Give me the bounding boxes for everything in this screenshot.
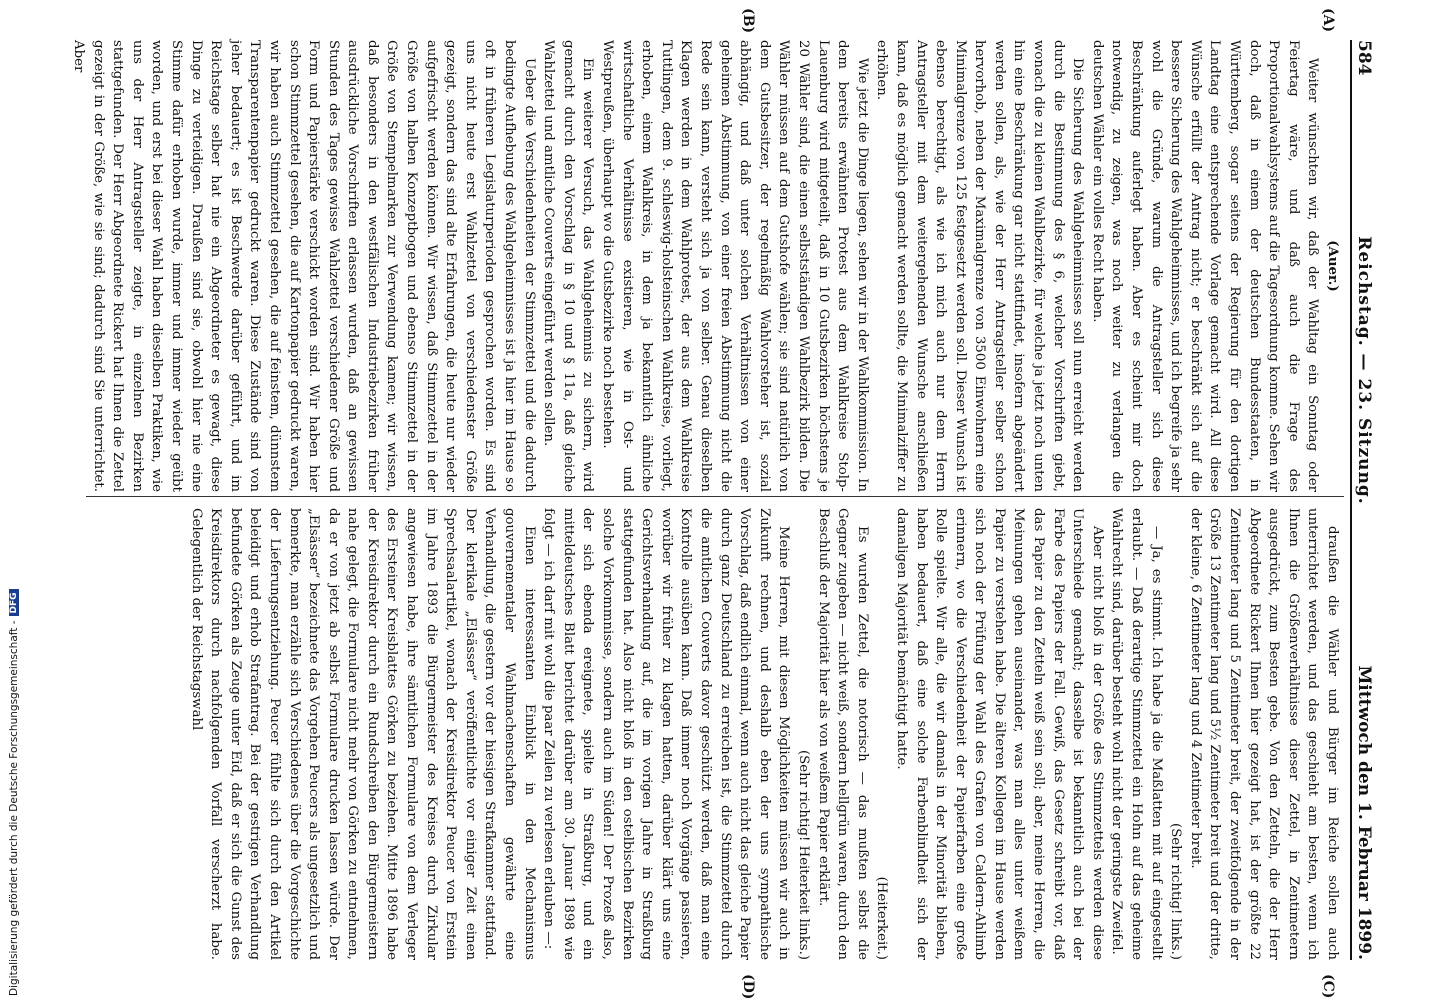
paragraph: Weiter wünschten wir, daß der Wahltag ein Sonntag oder Feiertag wäre, und daß auch die Frage des Proportionalwahlsystems auf die Tagesordnung komme. Sehen wir doch, daß in einem der deutschen Bundesstaaten, in Württemberg, sogar seitens der Regierung für den dortigen Landtag eine entsprechende Vorlage gemacht wird. All diese Wünsche erfüllt der Antrag nicht; er beschränkt sich auf die bessere Sicherung des Wahlgeheimnisses, und ich begreife ja sehr wohl die Gründe, warum die Antragsteller sich diese Beschränkung auferlegt haben. Aber es scheint mir doch notwendig, zu zeigen, was noch weiter zu verlangen die deutschen Wähler ein volles Recht haben.: [1089, 40, 1321, 492]
dfg-logo: DFG: [9, 589, 19, 616]
paragraph: Ueber die Verschiedenheiten der Stimmzettel und die dadurch bedingte Aufhebung des Wahlgeheimnisses ist ja hier im Hause so oft in früheren Legislaturperioden gesprochen worden. Es sind uns nicht heute erst Wahlzettel von verschiedenster Größe gezeigt, sondern das sind alte Erfahrungen, die heute nur wieder aufgefrischt werden können. Wir wissen, daß Stimmzettel in der Größe von halben Konzeptbogen und ebenso Stimmzettel in der Größe von Stempelmarken zur Verwendung kamen; wir wissen, daß besonders in den westfälischen Industriebezirken früher ausdrückliche Vorschriften erlassen wurden, daß an gewissen Stunden des Tages gewisse Wahlzettel verschiedener Größe und Form und Papierstärke verschickt worden sind. Wir haben hier schon Stimmzettel gesehen, die auf Kartonpapier gedruckt waren, wir haben auch Stimmzettel gesehen, die auf feinstem, dünnstem Transparentenpapier gedruckt waren. Diese Zustände sind von jeher bedauert; es ist Beschwerde darüber geführt, und im Reichstage selber hat nie ein Abgeordneter es gewagt, diese Dinge zu verteidigen. Draußen sind sie, obwohl hier nie eine Stimme dafür erhoben wurde, immer und immer wieder geübt worden, und erst bei dieser Wahl haben dieselben Praktiken, wie uns der Herr Antragsteller zeigte, in einzelnen Bezirken stattgefunden. Der Herr Abgeordnete Rickert hat Ihnen die Zettel gezeigt in der Größe, wie sie sind; dadurch sind Sie unterrichtet. Aber: [71, 40, 537, 492]
paragraph: Es wurden Zettel, die notorisch — das mußten selbst die Gegner zugeben — nicht weiß, sondern hellgrün waren, durch den Beschluß der Majorität hier als von weißem Papier erklärt.: [815, 508, 870, 960]
header-date: Mittwoch den 1. Februar 1899.: [1354, 665, 1374, 960]
interjection: (Sehr richtig! links.): [1168, 823, 1184, 960]
running-header: [1350, 40, 1382, 960]
paragraph: Meine Herren, mit diesen Möglichkeiten müssen wir auch in Zukunft rechnen, und deshalb eben der uns sympathische Vorschlag, daß endlich einmal, wenn auch nicht das gleiche Papier durch ganz Deutschland zu erreichen ist, die Stimmzettel durch die amtlichen Couverts davor geschützt werden, daß man eine Kontrolle ausüben kann. Daß immer noch Vorgänge passieren, worüber wir früher zu klagen hatten, darüber klärt uns eine Gerichtsverhandlung auf, die im vorigen Jahre in Straßburg stattgefunden hat. Also nicht bloß in den ostelbischen Bezirken solche Vorkommnisse, sondern auch im Süden! Der Prozeß also, der sich ebenda ereignete, spielte in Straßburg, und ein mitteldeutsches Blatt berichtet darüber am 30. Januar 1898 wie folgt — ich darf mit wohl die paar Zeilen zu verlesen erlauben —:: [541, 508, 792, 960]
paragraph: — Ja, es stimmt. Ich habe ja die Maßlatten mit auf eingestellt erlaubt. — Daß derartige Stimmzettel ein Hohn auf das geheime Wahlrecht sind, darüber besteht wohl nicht der geringste Zweifel.: [1109, 508, 1164, 960]
column-divider: [86, 496, 1344, 497]
left-column: [71, 40, 1342, 492]
margin-marker-c: (C): [1320, 974, 1336, 999]
speaker-name: (Auer.): [1325, 240, 1340, 292]
margin-marker-b: (B): [740, 8, 756, 34]
interjection: (Sehr richtig! Heiterkeit links.): [795, 749, 811, 960]
header-title: Reichstag. — 23. Sitzung.: [1354, 236, 1374, 505]
digitization-credit: [8, 6, 20, 996]
interjection: (Heiterkeit.): [874, 876, 890, 960]
credit-text: Digitalisierung gefördert durch die Deutsche Forschungsgemeinschaft -: [8, 620, 20, 996]
paragraph: Wie jetzt die Dinge liegen, sehen wir in der Wahlkommission. In dem bereits erwähnten Protest aus dem Wahlkreise Stolp-Lauenburg wird mitgeteilt, daß in 10 Gutsbezirken höchstens je 20 Wähler sind, die einen selbstständigen Wahlbezirk bilden. Die Wähler müssen auf dem Gutshofe wählen; sie sind natürlich von dem Gutsbesitzer, der regelmäßig Wahlvorsteher ist, sozial abhängig, und daß unter solchen Verhältnissen von einer geheimen Abstimmung, von einer freien Abstimmung nicht die Rede sein kann, versteht sich ja von selber. Genau dieselben Klagen werden in dem Wahlprotest, der aus dem Wahlkreise Tuttlingen, dem 9. schleswig-holsteinschen Wahlkreise, vorliegt, erhoben, einem Wahlkreis, in dem ja bekanntlich ähnliche wirtschaftliche Verhältnisse existieren, wie in Ost- und Westpreußen, überhaupt wo die Gutsbezirke noch bestehen.: [600, 40, 870, 492]
paragraph: draußen die Wähler und Bürger im Reiche sollen auch unterrichtet werden, und das geschieht am besten, wenn ich Ihnen die Größenverhältnisse dieser Zettel, in Zentimetern ausgedrückt, zum Besten gebe. Von den Zetteln, die der Herr Abgeordnete Rickert Ihnen hier gezeigt hat, ist der größte 22 Zentimeter lang und 5 Zentimeter breit, der zweitfolgende in der Größe 13 Zentimeter lang und 5½ Zentimeter breit und der dritte, der kleine, 6 Zentimeter lang und 4 Zentimeter breit.: [1187, 508, 1340, 960]
paragraph: Die Sicherung des Wahlgeheimnisses soll nun erreicht werden durch die Bestimmung des § 6, welcher Vorschriften giebt, wonach die zu kleinen Wahlbezirke, für welche ja jetzt noch unten hin eine Beschränkung gar nicht stattfindet, insofern abgeändert werden sollen, als, wie der Herr Antragsteller selber schon hervorhob, neben der Maximalgrenze von 3500 Einwohnern eine Minimalgrenze von 125 festgesetzt werden soll. Dieser Wunsch ist ebenso berechtigt, als wie ich mich auch nur dem Herrn Antragsteller mit dem weitergehenden Wunsche anschließen kann, daß es möglich gemacht werden sollte, die Minimalziffer zu erhöhen.: [874, 40, 1086, 492]
margin-marker-a: (A): [1320, 8, 1336, 33]
margin-marker-d: (D): [740, 974, 756, 1000]
right-column: [86, 508, 1342, 960]
paragraph: Ein weiterer Versuch, das Wahlgeheimnis zu sichern, wird gemacht durch den Vorschlag in § 10 und § 11a, daß gleiche Wahlzettel und amtliche Couverts eingeführt werden sollen.: [541, 40, 596, 492]
paragraph: Einen interessanten Einblick in den Mechanismus gouvernementaler Wahlmachenschaften gewährte eine Verhandlung, die gestern vor der hiesigen Strafkammer stattfand. Der klerikale „Elsässer“ veröffentlichte vor einiger Zeit einen Sprechsaalartikel, wonach der Kreisdirektor Peucer von Erstein im Jahre 1893 die Bürgermeister des Kreises durch Zirkular angewiesen habe, ihre sämtlichen Formulare von dem Verleger des Ersteiner Kreisblattes Görken zu beziehen. Mitte 1896 habe der Kreisdirektor durch ein Rundschreiben den Bürgermeistern nahe gelegt, die Formulare nicht mehr von Görken zu entnehmen, da er von jetzt ab selbst Formulare drucken lassen würde. Der „Elsässer“ bezeichnete das Vorgehen Peucers als ungesetzlich und bemerkte, man erzähle sich Verschiedenes über die Vorgeschichte der Lieferungsentziehung. Peucer fühlte sich durch den Artikel beleidigt und erhob Strafantrag. Bei der gestrigen Verhandlung befundete Görken als Zeuge unter Eid, daß er sich die Gunst des Kreisdirektors durch nachfolgenden Vorfall verscherzt habe. Gelegentlich der Reichstagswahl: [188, 508, 537, 960]
paragraph: Aber nicht bloß in der Größe des Stimmzettels werden diese Unterschiede gemacht; dasselbe ist bekanntlich auch bei der Farbe des Papiers der Fall. Gewiß, das Gesetz schreibt vor, daß das Papier zu den Zetteln weiß sein soll; aber, meine Herren, die Meinungen gehen auseinander, was man alles unter weißem Papier zu verstehen habe. Die älteren Kollegen im Hause werden sich noch der Prüfung der Wahl des Grafen von Caldern-Ahlimb erinnern, wo die Verschiedenheit der Papierfarben eine große Rolle spielte. Wir alle, die wir damals in der Minorität blieben, haben bedauert, daß eine solche Farbenblindheit sich der damaligen Majorität bemächtigt hatte.: [893, 508, 1105, 960]
page-content: [66, 0, 1396, 1000]
rotated-page: [66, 0, 1396, 1000]
page-number: 584: [1354, 40, 1374, 76]
